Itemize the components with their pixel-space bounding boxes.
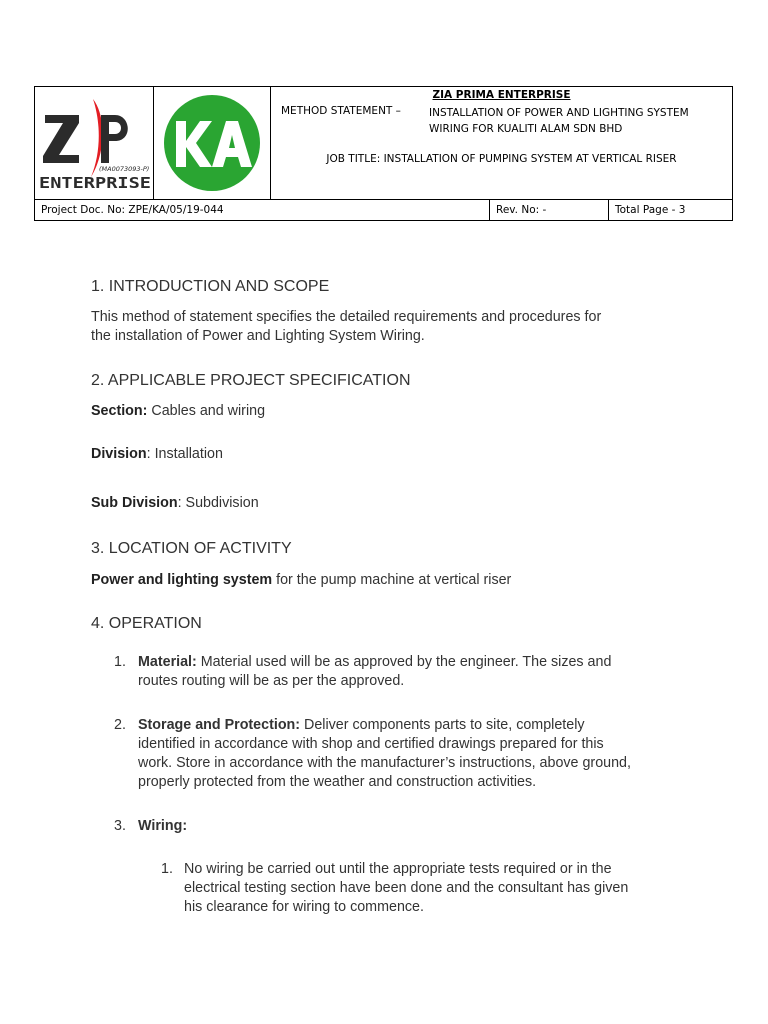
sublist-item [184,860,684,917]
sublist-item-text: his clearance for wiring to commence. [184,899,424,915]
method-statement-title [429,105,729,137]
spec-division-label: Division [91,446,147,462]
list-item-label: Wiring: [138,818,188,834]
list-item-text: routes routing will be as per the approved. [138,673,405,689]
zp-logo-word: ENTERPRISE [39,174,151,192]
spec-section-line [91,402,671,421]
kualiti-alam-logo [154,87,271,199]
list-item-number: 1. [114,654,126,670]
job-title: JOB TITLE: INSTALLATION OF PUMPING SYSTEM AT VERTICAL RISER [326,153,677,165]
company-name: ZIA PRIMA ENTERPRISE [432,89,571,101]
spec-section-label: Section: [91,403,148,419]
list-item-text: Material used will be as approved by the engineer. The sizes and [196,654,612,670]
revision-number: Rev. No: - [490,200,609,220]
sublist-item-text: No wiring be carried out until the appropriate tests required or in the [184,861,612,877]
list-item-text: identified in accordance with shop and certified drawings prepared for this [138,736,604,752]
section-2-heading: 2. APPLICABLE PROJECT SPECIFICATION [91,372,411,389]
section-1-line-2: the installation of Power and Lighting System Wiring. [91,328,425,344]
project-doc-number: Project Doc. No: ZPE/KA/05/19-044 [35,200,490,220]
method-statement-line-1: INSTALLATION OF POWER AND LIGHTING SYSTEM [429,107,689,119]
header-title-cell [271,87,732,199]
sublist-item-number: 1. [161,861,173,877]
total-pages: Total Page - 3 [615,204,686,216]
zp-enterprise-logo [35,87,154,199]
spec-division-line [91,445,671,464]
section-1-heading: 1. INTRODUCTION AND SCOPE [91,278,330,295]
location-label: Power and lighting system [91,572,273,588]
header-top-row [34,86,733,200]
spec-subdivision-value: : Subdivision [177,495,259,511]
section-4-heading: 4. OPERATION [91,615,202,632]
list-item-label: Storage and Protection: [138,717,301,733]
list-item-text: properly protected from the weather and construction activities. [138,774,537,790]
zp-logo-cell [35,87,154,199]
method-statement-line-2: WIRING FOR KUALITI ALAM SDN BHD [429,123,623,135]
ka-logo-cell [154,87,271,199]
list-item-number: 3. [114,818,126,834]
list-item-number: 2. [114,717,126,733]
spec-subdivision-line [91,494,671,513]
spec-division-value: : Installation [146,446,223,462]
section-3-heading: 3. LOCATION OF ACTIVITY [91,540,292,557]
list-item-text: work. Store in accordance with the manufacturer’s instructions, above ground, [138,755,631,771]
zp-reg-number: (MA0073093-P) [99,165,150,173]
list-item [138,653,678,691]
document-header [34,86,733,221]
list-item [138,716,678,792]
spec-subdivision-label: Sub Division [91,495,178,511]
location-value: for the pump machine at vertical riser [272,572,512,588]
location-line [91,571,671,590]
list-item-text: Deliver components parts to site, completely [300,717,585,733]
method-statement-label: METHOD STATEMENT – [281,105,401,117]
sublist-item-text: electrical testing section have been done and the consultant has given [184,880,629,896]
spec-section-value: Cables and wiring [147,403,266,419]
list-item-label: Material: [138,654,197,670]
header-info-row [34,200,733,221]
section-1-paragraph [91,308,671,346]
section-1-line-1: This method of statement specifies the detailed requirements and procedures for [91,309,602,325]
list-item [138,817,678,836]
